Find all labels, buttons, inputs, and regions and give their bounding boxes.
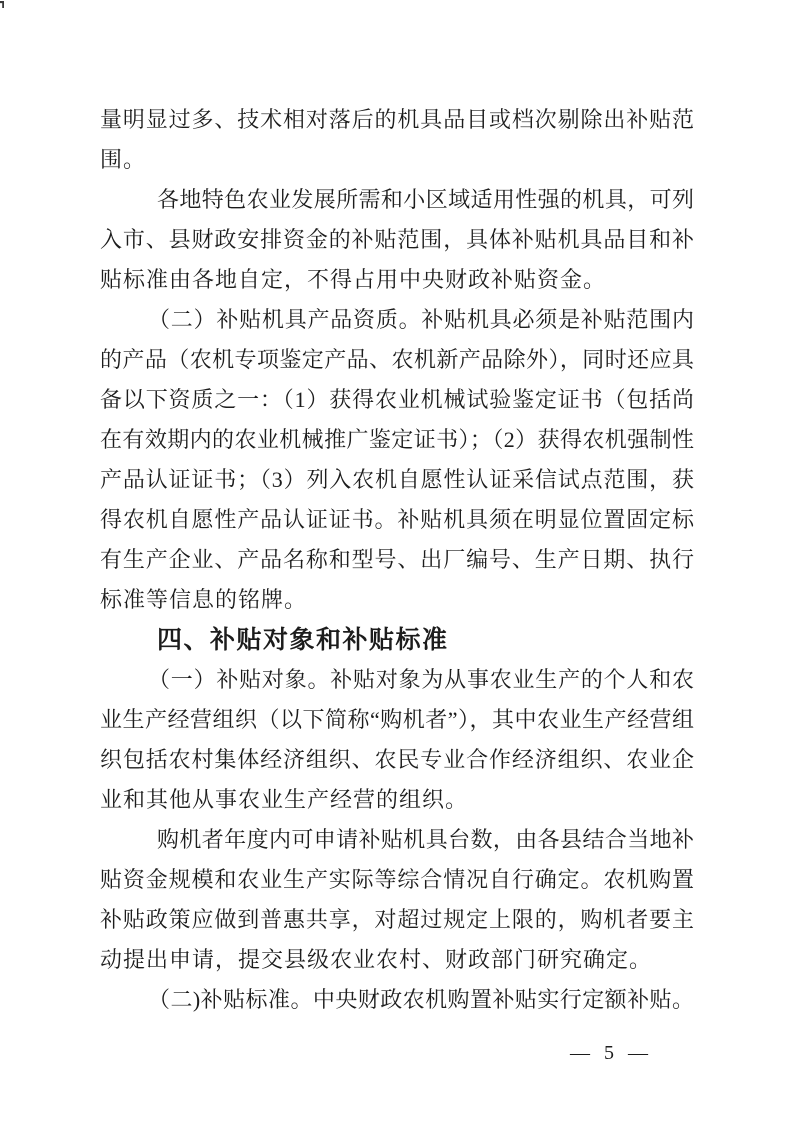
text-line: 入市、县财政安排资金的补贴范围，具体补贴机具品目和补 <box>100 227 694 252</box>
section-heading: 四、补贴对象和补贴标准 <box>157 626 449 654</box>
text-line: 备以下资质之一：（1）获得农业机械试验鉴定证书（包括尚 <box>100 387 694 412</box>
page-number: — 5 — <box>570 1042 650 1064</box>
text-line: （二)补贴标准。中央财政农机购置补贴实行定额补贴。 <box>148 987 694 1012</box>
text-line: （一）补贴对象。补贴对象为从事农业生产的个人和农 <box>148 667 694 692</box>
text-line: 业和其他从事农业生产经营的组织。 <box>100 787 469 812</box>
text-line: 标准等信息的铭牌。 <box>100 587 308 612</box>
text-line: 各地特色农业发展所需和小区域适用性强的机具，可列 <box>157 187 694 212</box>
text-line: 补贴政策应做到普惠共享，对超过规定上限的，购机者要主 <box>100 907 694 932</box>
text-line: 动提出申请，提交县级农业农村、财政部门研究确定。 <box>100 947 653 972</box>
text-line: 购机者年度内可申请补贴机具台数，由各县结合当地补 <box>157 827 694 852</box>
text-line: 产品认证证书；（3）列入农机自愿性认证采信试点范围，获 <box>100 467 694 492</box>
text-line: 业生产经营组织（以下简称“购机者”），其中农业生产经营组 <box>100 707 694 732</box>
text-line: 围。 <box>100 147 147 172</box>
text-line: 贴资金规模和农业生产实际等综合情况自行确定。农机购置 <box>100 867 694 892</box>
document-body <box>100 100 694 1020</box>
text-line: 的产品（农机专项鉴定产品、农机新产品除外），同时还应具 <box>100 347 694 372</box>
scan-speck <box>0 1 4 8</box>
text-line: 在有效期内的农业机械推广鉴定证书）；（2）获得农机强制性 <box>100 427 694 452</box>
text-line: 得农机自愿性产品认证证书。补贴机具须在明显位置固定标 <box>100 507 694 532</box>
text-line: 量明显过多、技术相对落后的机具品目或档次剔除出补贴范 <box>100 107 694 132</box>
text-line: （二）补贴机具产品资质。补贴机具必须是补贴范围内 <box>148 307 694 332</box>
text-line: 织包括农村集体经济组织、农民专业合作经济组织、农业企 <box>100 747 694 772</box>
text-line: 贴标准由各地自定，不得占用中央财政补贴资金。 <box>100 267 607 292</box>
text-line: 有生产企业、产品名称和型号、出厂编号、生产日期、执行 <box>100 547 694 572</box>
